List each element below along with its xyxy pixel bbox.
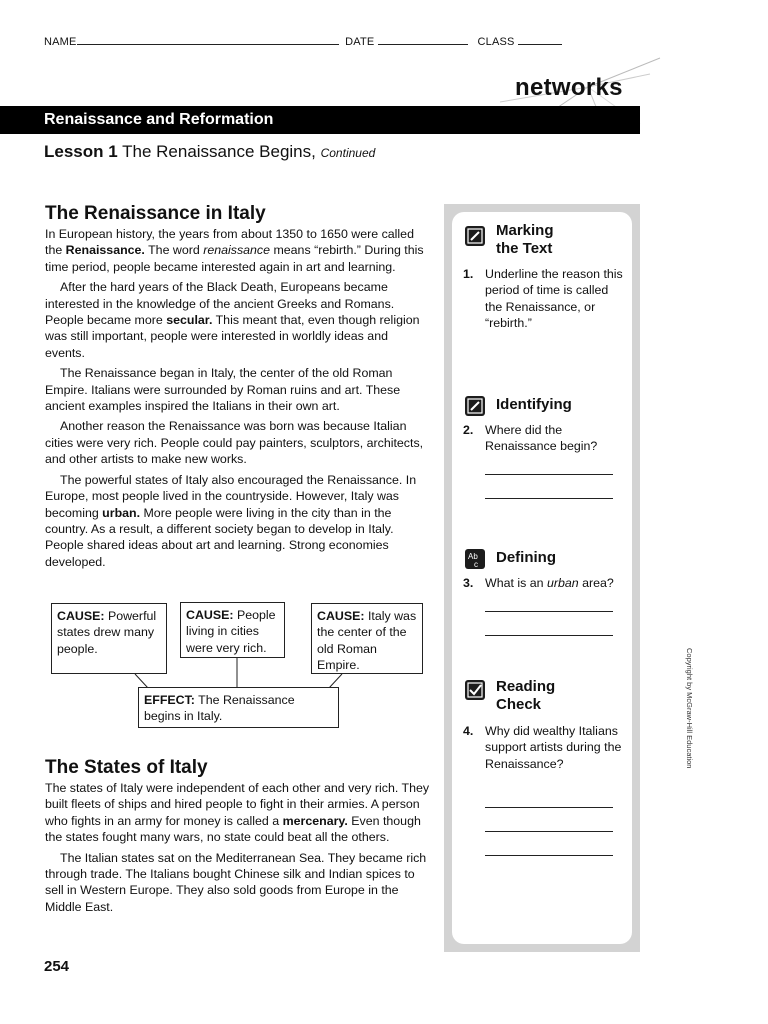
lesson-title: The Renaissance Begins, xyxy=(122,142,316,161)
answer-line[interactable] xyxy=(485,498,613,499)
cause-box-roman-empire: CAUSE: Italy was the center of the old Roman Empire. xyxy=(311,603,423,674)
sidebar-question-3: 3. What is an urban area? xyxy=(463,576,614,590)
sidebar-question-1: 1. Underline the reason this period of time is called the Renaissance, or “rebirth.” xyxy=(463,267,623,331)
paragraph: In European history, the years from about 1350 to 1650 were called the Renaissance. The word renaissance means “rebirth.” During this time period, people became interested again in art and learning. xyxy=(45,227,424,274)
answer-line[interactable] xyxy=(485,807,613,808)
svg-text:Ab: Ab xyxy=(468,552,478,561)
sidebar-title-identifying: Identifying xyxy=(496,396,572,413)
identifying-icon xyxy=(465,396,485,416)
date-label: DATE xyxy=(345,36,375,48)
svg-text:c: c xyxy=(474,560,478,569)
class-label: CLASS xyxy=(477,36,515,48)
answer-line[interactable] xyxy=(485,855,613,856)
paragraph: After the hard years of the Black Death, Europeans became interested in the knowledge of the ancient Greeks and Romans. People became more secular. This meant that, even though religion was still important, people were interested in worldly ideas and events. xyxy=(45,280,420,360)
section-states-body xyxy=(45,780,430,919)
name-label: NAME xyxy=(44,36,77,48)
sidebar-title-defining: Defining xyxy=(496,549,556,566)
page-number: 254 xyxy=(44,958,70,975)
effect-box: EFFECT: The Renaissance begins in Italy. xyxy=(138,687,339,728)
defining-icon xyxy=(465,549,485,569)
lesson-continued: Continued xyxy=(320,146,376,160)
marking-icon xyxy=(465,226,485,246)
cause-box-powerful-states: CAUSE: Powerful states drew many people. xyxy=(51,603,167,674)
paragraph: The powerful states of Italy also encouraged the Renaissance. In Europe, most people lived in the countryside. However, Italy was becoming urban. More people were living in the city than in the country. As a result, a different society began to develop in Italy. People shared ideas about art and learning. Strong economies developed. xyxy=(45,472,417,569)
sidebar-title-marking: Marking the Text xyxy=(496,222,554,257)
paragraph: The states of Italy were independent of each other and very rich. They built fleets of ships and hired people to fight in their armies. A person who fights in an army for money is called a mercenary. Even though the states fought many wars, no state could beat all the others. xyxy=(45,781,430,845)
paragraph: The Italian states sat on the Mediterranean Sea. They became rich through trade. The Italians bought Chinese silk and Indian spices to sell in Western Europe. They also sold goods from Europe in the Middle East. xyxy=(45,850,427,914)
sidebar-title-reading-check: Reading Check xyxy=(496,678,556,713)
section-heading-renaissance-in-italy: The Renaissance in Italy xyxy=(45,203,266,224)
paragraph: The Renaissance began in Italy, the center of the old Roman Empire. Italians were surrounded by Roman ruins and art. These ancient examples inspired the Italians in their own art. xyxy=(45,366,401,414)
chapter-title: Renaissance and Reformation xyxy=(44,111,274,128)
answer-line[interactable] xyxy=(485,831,613,832)
answer-line[interactable] xyxy=(485,474,613,475)
cause-box-rich-cities: CAUSE: People living in cities were very rich. xyxy=(180,602,285,658)
answer-line[interactable] xyxy=(485,635,613,636)
checkmark-icon xyxy=(465,680,485,700)
copyright-notice: Copyright by McGraw-Hill Education xyxy=(685,648,694,769)
lesson-label: Lesson 1 xyxy=(44,142,118,161)
section-heading-states-of-italy: The States of Italy xyxy=(45,757,208,778)
paragraph: Another reason the Renaissance was born was because Italian cities were very rich. People could pay painters, sculptors, architects, and other artists to make new works. xyxy=(45,419,424,467)
sidebar-question-2: 2. Where did the Renaissance begin? xyxy=(463,423,598,454)
brand-logo: networks xyxy=(515,74,623,101)
answer-line[interactable] xyxy=(485,611,613,612)
sidebar-question-4: 4. Why did wealthy Italians support artists during the Renaissance? xyxy=(463,724,622,771)
